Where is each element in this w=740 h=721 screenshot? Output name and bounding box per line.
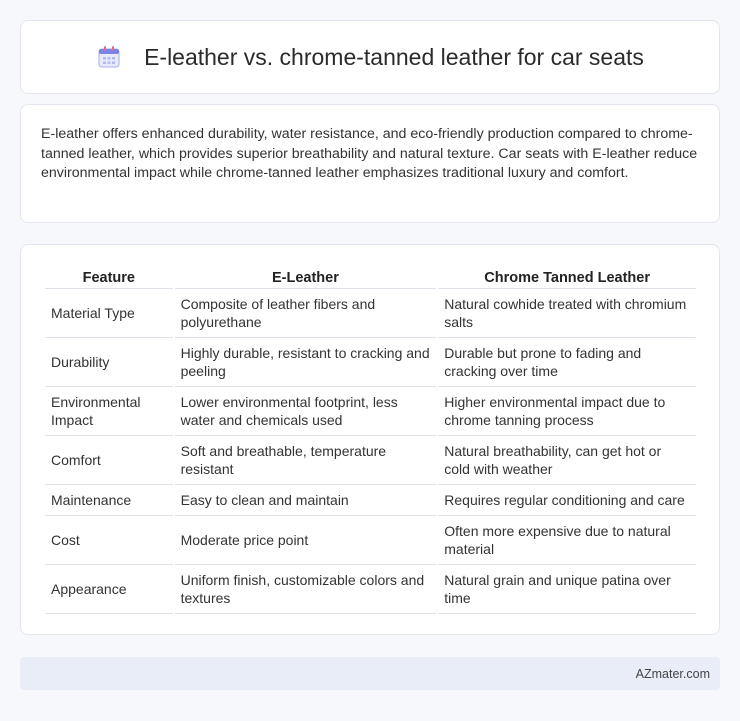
e-leather-cell: Highly durable, resistant to cracking and peeling bbox=[175, 338, 437, 387]
e-leather-cell: Composite of leather fibers and polyurethane bbox=[175, 289, 437, 338]
e-leather-cell: Soft and breathable, temperature resistant bbox=[175, 436, 437, 485]
e-leather-cell: Moderate price point bbox=[175, 516, 437, 565]
table-header-row bbox=[45, 265, 696, 289]
table-row bbox=[45, 338, 696, 387]
table-row bbox=[45, 436, 696, 485]
e-leather-cell: Easy to clean and maintain bbox=[175, 485, 437, 516]
title-card bbox=[20, 20, 720, 94]
chrome-tanned-cell: Natural breathability, can get hot or cold with weather bbox=[438, 436, 696, 485]
footer-brand[interactable]: AZmater.com bbox=[635, 666, 710, 681]
feature-cell: Durability bbox=[45, 338, 173, 387]
feature-cell: Maintenance bbox=[45, 485, 173, 516]
feature-cell: Comfort bbox=[45, 436, 173, 485]
summary-card bbox=[20, 104, 720, 223]
chrome-tanned-cell: Natural grain and unique patina over time bbox=[438, 565, 696, 614]
comparison-card bbox=[20, 244, 720, 635]
header-feature: Feature bbox=[45, 265, 173, 289]
feature-cell: Material Type bbox=[45, 289, 173, 338]
chrome-tanned-cell: Durable but prone to fading and cracking over time bbox=[438, 338, 696, 387]
table-row bbox=[45, 289, 696, 338]
comparison-table bbox=[43, 265, 698, 614]
feature-cell: Cost bbox=[45, 516, 173, 565]
footer bbox=[20, 657, 720, 690]
header-chrome-tanned: Chrome Tanned Leather bbox=[438, 265, 696, 289]
chrome-tanned-cell: Higher environmental impact due to chrome tanning process bbox=[438, 387, 696, 436]
summary-text: E-leather offers enhanced durability, water resistance, and eco-friendly production compared to chrome-tanned leather, which provides superior breathability and natural texture. Car seats with E-leather reduce environmental impact while chrome-tanned leather emphasizes traditional luxury and comfort. bbox=[41, 126, 698, 182]
table-row bbox=[45, 485, 696, 516]
chrome-tanned-cell: Natural cowhide treated with chromium salts bbox=[438, 289, 696, 338]
e-leather-cell: Uniform finish, customizable colors and textures bbox=[175, 565, 437, 614]
table-row bbox=[45, 516, 696, 565]
calendar-icon bbox=[96, 44, 122, 70]
e-leather-cell: Lower environmental footprint, less water and chemicals used bbox=[175, 387, 437, 436]
page-title: E-leather vs. chrome-tanned leather for car seats bbox=[144, 43, 644, 70]
chrome-tanned-cell: Requires regular conditioning and care bbox=[438, 485, 696, 516]
feature-cell: Appearance bbox=[45, 565, 173, 614]
chrome-tanned-cell: Often more expensive due to natural material bbox=[438, 516, 696, 565]
feature-cell: Environmental Impact bbox=[45, 387, 173, 436]
header-e-leather: E-Leather bbox=[175, 265, 437, 289]
table-row bbox=[45, 565, 696, 614]
table-row bbox=[45, 387, 696, 436]
